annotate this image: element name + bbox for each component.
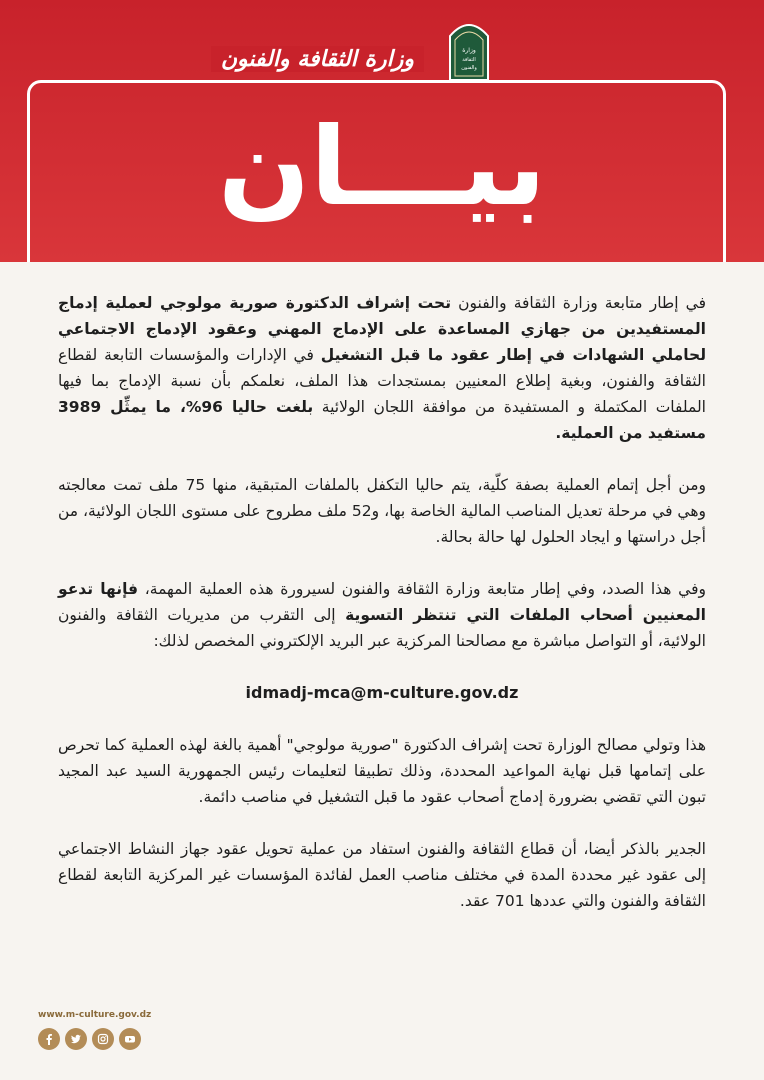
social-icons [38, 1028, 151, 1050]
footer [38, 1010, 151, 1050]
twitter-icon[interactable] [65, 1028, 87, 1050]
svg-text:والفنون: والفنون [461, 65, 477, 71]
paragraph-2: ومن أجل إتمام العملية بصفة كلّية، يتم حاليا التكفل بالملفات المتبقية، منها 75 ملف تمت معالجته وهي في مرحلة تعديل المناصب المالية الخاصة بها، و52 ملف مطروح على مستوى اللجان الولائية، من أجل دراستها و ايجاد الحلول لها حالة بحالة. [58, 476, 706, 546]
statement-body [58, 290, 706, 940]
svg-text:وزارة: وزارة [462, 47, 476, 54]
youtube-icon[interactable] [119, 1028, 141, 1050]
header-banner [0, 0, 764, 262]
svg-text:الثقافة: الثقافة [462, 57, 476, 63]
contact-email[interactable]: idmadj-mca@m-culture.gov.dz [245, 683, 519, 702]
paragraph-4: هذا وتولي مصالح الوزارة تحت إشراف الدكتورة "صورية مولوجي" أهمية بالغة لهذه العملية كما تحرص على إتمامها قبل نهاية المواعيد المحددة، وذلك تطبيقا لتعليمات رئيس الجمهورية السيد عبد المجيد تبون التي تقضي بضرورة إدماج أصحاب عقود ما قبل التشغيل في مناصب دائمة. [58, 736, 706, 806]
facebook-icon[interactable] [38, 1028, 60, 1050]
paragraph-5: الجدير بالذكر أيضا، أن قطاع الثقافة والفنون استفاد من عملية تحويل عقود جهاز النشاط الاجتماعي إلى عقود غير محددة المدة في مختلف مناصب العمل لفائدة المؤسسات غير المركزية التابعة لقطاع الثقافة والفنون والتي عددها 701 عقد. [58, 840, 706, 910]
ministry-logo [446, 18, 492, 80]
website-link[interactable]: www.m-culture.gov.dz [38, 1010, 152, 1020]
instagram-icon[interactable] [92, 1028, 114, 1050]
paragraph-3: وفي هذا الصدد، وفي إطار متابعة وزارة الثقافة والفنون لسيرورة هذه العملية المهمة، فإنها تدعو المعنيين أصحاب الملفات التي تنتظر التسوية إلى التقرب من مديريات الثقافة والفنون الولائية، أو التواصل مباشرة مع مصالحنا المركزية عبر البريد الإلكتروني المخصص لذلك: [58, 580, 706, 650]
ministry-name: وزارة الثقافة والفنون [211, 46, 424, 72]
page-title: بيـــان [217, 105, 547, 230]
paragraph-1: في إطار متابعة وزارة الثقافة والفنون تحت إشراف الدكتورة صورية مولوجي لعملية إدماج المستفيدين من جهازي المساعدة على الإدماج المهني وعقود الإدماج الاجتماعي لحاملي الشهادات في إطار عقود ما قبل التشغيل في الإدارات والمؤسسات التابعة لقطاع الثقافة والفنون، وبغية إطلاع المعنيين بمستجدات هذا الملف، نعلمكم بأن نسبة الإدماج بما فيها الملفات المكتملة و المستفيدة من موافقة اللجان الولائية بلغت حاليا 96%، ما يمثِّل 3989 مستفيد من العملية. [58, 294, 707, 442]
